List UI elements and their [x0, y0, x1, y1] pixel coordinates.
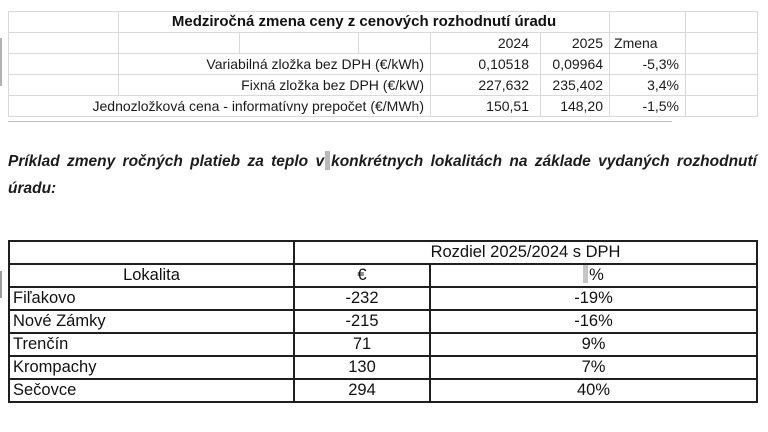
table-row: [9, 333, 757, 356]
value-change: 3,4%: [610, 75, 686, 96]
col-header-2025: 2025: [541, 33, 610, 54]
percent-difference: -16%: [430, 310, 757, 333]
table-row: [9, 379, 757, 402]
percent-difference: 7%: [430, 356, 757, 379]
value-2025: 148,20: [541, 96, 610, 117]
table-row: [9, 287, 757, 310]
merged-header-difference: Rozdiel 2025/2024 s DPH: [294, 241, 757, 264]
row-label-single-component: Jednozložková cena - informatívny prepočet (€/MWh): [9, 96, 431, 117]
value-2024: 227,632: [431, 75, 541, 96]
empty-cell: [686, 54, 758, 75]
empty-cell: [9, 241, 294, 264]
euro-difference: -232: [294, 287, 430, 310]
col-header-lokalita: Lokalita: [9, 264, 294, 287]
empty-cell: [9, 75, 119, 96]
empty-cell: [686, 33, 758, 54]
price-change-table: [8, 11, 758, 117]
price-table-title: Medziročná zmena ceny z cenových rozhodnutí úradu: [119, 12, 610, 33]
value-2024: 150,51: [431, 96, 541, 117]
value-change: -1,5%: [610, 96, 686, 117]
table-row: [9, 12, 758, 33]
paragraph-text-before-caret: Príklad zmeny ročných platieb za teplo v: [8, 153, 325, 170]
locality-difference-table: [8, 240, 758, 403]
col-header-zmena: Zmena: [610, 33, 686, 54]
paragraph-line-2: úradu:: [8, 180, 57, 197]
locality-name: Krompachy: [9, 356, 294, 379]
locality-name: Sečovce: [9, 379, 294, 402]
empty-cell: [9, 54, 119, 75]
margin-change-bar: [0, 38, 2, 86]
empty-cell: [240, 33, 359, 54]
text-caret-mark: [325, 151, 330, 170]
row-label-variable-component: Variabilná zložka bez DPH (€/kWh): [119, 54, 431, 75]
percent-difference: 40%: [430, 379, 757, 402]
percent-difference: -19%: [430, 287, 757, 310]
value-2024: 0,10518: [431, 54, 541, 75]
paragraph-text-after-caret: konkrétnych lokalitách na základe vydaných rozhodnutí: [331, 153, 757, 170]
euro-difference: 130: [294, 356, 430, 379]
value-2025: 0,09964: [541, 54, 610, 75]
table-row: [9, 264, 757, 287]
euro-difference: -215: [294, 310, 430, 333]
paragraph-line-1: [8, 148, 757, 175]
empty-cell: [119, 33, 240, 54]
empty-cell: [686, 12, 758, 33]
col-header-percent: %: [430, 264, 757, 287]
empty-cell: [686, 75, 758, 96]
value-change: -5,3%: [610, 54, 686, 75]
row-label-fixed-component: Fixná zložka bez DPH (€/kW): [119, 75, 431, 96]
empty-cell: [9, 12, 119, 33]
locality-name: Fiľakovo: [9, 287, 294, 310]
table-row: [9, 356, 757, 379]
empty-cell: [359, 33, 431, 54]
empty-cell: [686, 96, 758, 117]
euro-difference: 71: [294, 333, 430, 356]
margin-change-bar: [0, 271, 2, 298]
table-row: [9, 54, 758, 75]
locality-name: Trenčín: [9, 333, 294, 356]
table-bottom-rule: [8, 121, 672, 122]
table-row: [9, 310, 757, 333]
table-row: [9, 241, 757, 264]
col-header-2024: 2024: [431, 33, 541, 54]
intro-paragraph: [8, 148, 757, 202]
empty-cell: [9, 33, 119, 54]
value-2025: 235,402: [541, 75, 610, 96]
locality-name: Nové Zámky: [9, 310, 294, 333]
euro-difference: 294: [294, 379, 430, 402]
text-caret-mark: [583, 265, 588, 283]
table-row: [9, 33, 758, 54]
percent-difference: 9%: [430, 333, 757, 356]
empty-cell: [610, 12, 686, 33]
col-header-euro: €: [294, 264, 430, 287]
table-row: [9, 96, 758, 117]
table-row: [9, 75, 758, 96]
